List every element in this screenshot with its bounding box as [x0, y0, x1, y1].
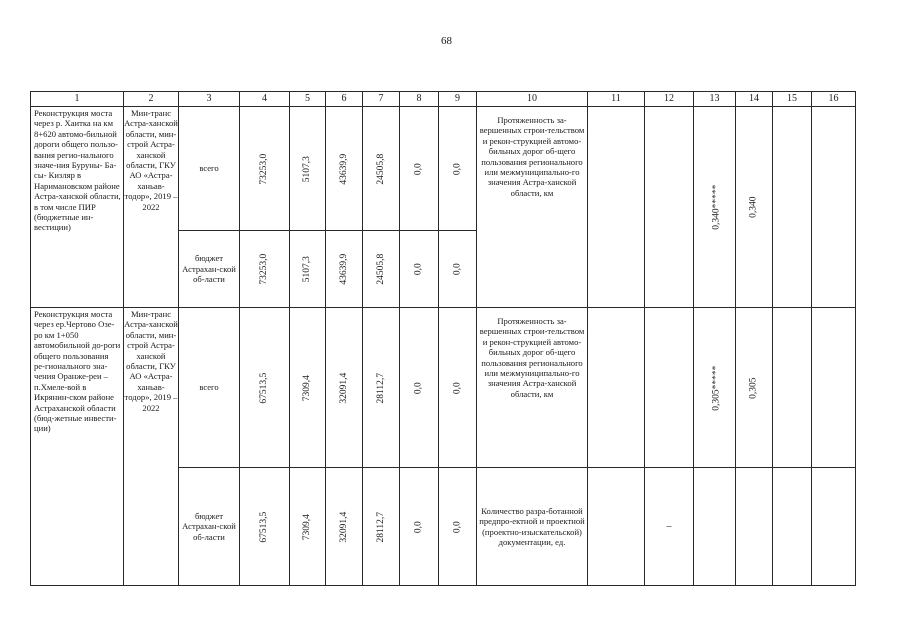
column-header: 4 [240, 92, 290, 107]
table-row [31, 107, 856, 231]
executor-cell: Мин-транс Астра-ханской области, мин-строй Астра-ханской области, ГКУ АО «Астра-ханьав-тодор», 2019 – 2022 [124, 308, 179, 586]
value-text: 73253,0 [259, 153, 270, 185]
funding-source-cell: бюджет Астрахан-ской об-ласти [179, 468, 240, 586]
value-cell-col8 [400, 308, 439, 468]
column-header: 2 [124, 92, 179, 107]
value-text: 32091,4 [338, 372, 349, 404]
empty-cell-col16 [812, 107, 856, 308]
table-row [31, 308, 856, 468]
value-text: 32091,4 [338, 511, 349, 543]
empty-cell-col12 [645, 308, 694, 468]
value-text: 0,340***** [711, 184, 722, 231]
column-number-header [31, 92, 856, 107]
value-cell-col7 [363, 231, 400, 308]
funding-source-cell: всего [179, 308, 240, 468]
indicator-cell: Протяженность за-вершенных строи-тельством и рекон-струкцией автомо-бильных дорог об-щего пользования регионального или межмуниципально-го значения Астра-ханской области, км [477, 308, 588, 468]
page-number: 68 [441, 35, 452, 47]
value-cell-col9 [439, 107, 477, 231]
column-header: 16 [812, 92, 856, 107]
value-cell-col7 [363, 107, 400, 231]
empty-cell-col13 [694, 468, 736, 586]
value-text: 0,0 [413, 382, 424, 394]
funding-source-cell: всего [179, 107, 240, 231]
value-text: 0,0 [452, 263, 463, 276]
program-table [30, 91, 856, 586]
empty-cell-col11 [588, 308, 645, 468]
value-text: 5107,3 [302, 155, 313, 183]
value-cell-col6 [326, 231, 363, 308]
value-cell-col5 [290, 107, 326, 231]
empty-cell-col12 [645, 107, 694, 308]
value-text: 0,0 [452, 382, 463, 394]
value-cell-col6 [326, 308, 363, 468]
empty-cell-col11 [588, 468, 645, 586]
value-cell-col12 [645, 468, 694, 586]
value-cell-col8 [400, 468, 439, 586]
value-text: 0,0 [452, 163, 463, 175]
value-text: 67513,5 [259, 372, 270, 404]
value-text: 28112,7 [375, 372, 386, 404]
column-header: 11 [588, 92, 645, 107]
value-cell-col9 [439, 308, 477, 468]
value-text: 7309,4 [302, 513, 313, 541]
value-cell-col8 [400, 231, 439, 308]
target-value-cell-col13 [694, 107, 736, 308]
project-name-cell: Реконструкция моста через р. Хаитка на км 8+620 автомо-бильной дороги общего пользо-вания регио-нального значе-ния Буруны- Ба-сы- Кизляр в Наримановском районе Астра-ханской области, в том числе ПИР (бюджетные ин-вестиции) [31, 107, 124, 308]
value-text: 0,305 [748, 377, 759, 399]
empty-cell-col15 [773, 308, 812, 468]
column-header: 13 [694, 92, 736, 107]
value-text: 0,340 [748, 196, 759, 219]
table-container [30, 91, 856, 586]
executor-cell: Мин-транс Астра-ханской области, мин-строй Астра-ханской области, ГКУ АО «Астра-ханьав-тодор», 2019 – 2022 [124, 107, 179, 308]
empty-cell-col15 [773, 468, 812, 586]
value-cell-col5 [290, 468, 326, 586]
column-header: 14 [736, 92, 773, 107]
value-cell-col5 [290, 308, 326, 468]
dash-value: – [666, 520, 672, 532]
empty-cell-col15 [773, 107, 812, 308]
column-header: 9 [439, 92, 477, 107]
column-header: 1 [31, 92, 124, 107]
value-text: 5107,3 [302, 256, 313, 283]
column-header: 8 [400, 92, 439, 107]
column-header: 3 [179, 92, 240, 107]
indicator-cell: Протяженность за-вершенных строи-тельством и рекон-струкцией автомо-бильных дорог об-щего пользования регионального или межмуниципально-го значения Астра-ханской области, км [477, 107, 588, 308]
value-cell-col7 [363, 308, 400, 468]
empty-cell-col11 [588, 107, 645, 308]
empty-cell-col16 [812, 468, 856, 586]
value-cell-col8 [400, 107, 439, 231]
value-text: 24505,8 [375, 254, 386, 285]
column-header: 10 [477, 92, 588, 107]
value-cell-col9 [439, 231, 477, 308]
value-text: 43639,9 [338, 254, 349, 285]
target-value-cell-col14 [736, 107, 773, 308]
column-header: 6 [326, 92, 363, 107]
funding-source-cell: бюджет Астрахан-ской об-ласти [179, 231, 240, 308]
column-header: 7 [363, 92, 400, 107]
value-cell-col4 [240, 107, 290, 231]
column-header: 12 [645, 92, 694, 107]
value-cell-col4 [240, 308, 290, 468]
column-header: 5 [290, 92, 326, 107]
value-cell-col6 [326, 468, 363, 586]
column-header: 15 [773, 92, 812, 107]
value-cell-col4 [240, 468, 290, 586]
value-cell-col9 [439, 468, 477, 586]
value-cell-col7 [363, 468, 400, 586]
value-cell-col6 [326, 107, 363, 231]
value-text: 73253,0 [259, 254, 270, 285]
value-text: 24505,8 [375, 153, 386, 185]
empty-cell-col14 [736, 468, 773, 586]
value-cell-col5 [290, 231, 326, 308]
value-cell-col4 [240, 231, 290, 308]
value-text: 0,0 [452, 521, 463, 533]
value-text: 0,0 [413, 263, 424, 276]
value-text: 67513,5 [259, 511, 270, 543]
empty-cell-col16 [812, 308, 856, 468]
target-value-cell-col14 [736, 308, 773, 468]
value-text: 7309,4 [302, 374, 313, 402]
value-text: 0,0 [413, 521, 424, 533]
value-text: 43639,9 [338, 153, 349, 185]
value-text: 28112,7 [375, 511, 386, 543]
indicator-cell: Количество разра-ботанной предпро-ектной и проектной (проектно-изыскательской) документации, ед. [477, 468, 588, 586]
project-name-cell: Реконструкция моста через ер.Чертово Озе-ро км 1+050 автомобильной до-роги общего пользования ре-гионального зна-чения Оранже-реи – п.Хмеле-вой в Икрянин-ском районе Астраханской области (бюд-жетные инвести-ции) [31, 308, 124, 586]
value-text: 0,305***** [711, 365, 722, 411]
target-value-cell-col13 [694, 308, 736, 468]
value-text: 0,0 [413, 163, 424, 175]
